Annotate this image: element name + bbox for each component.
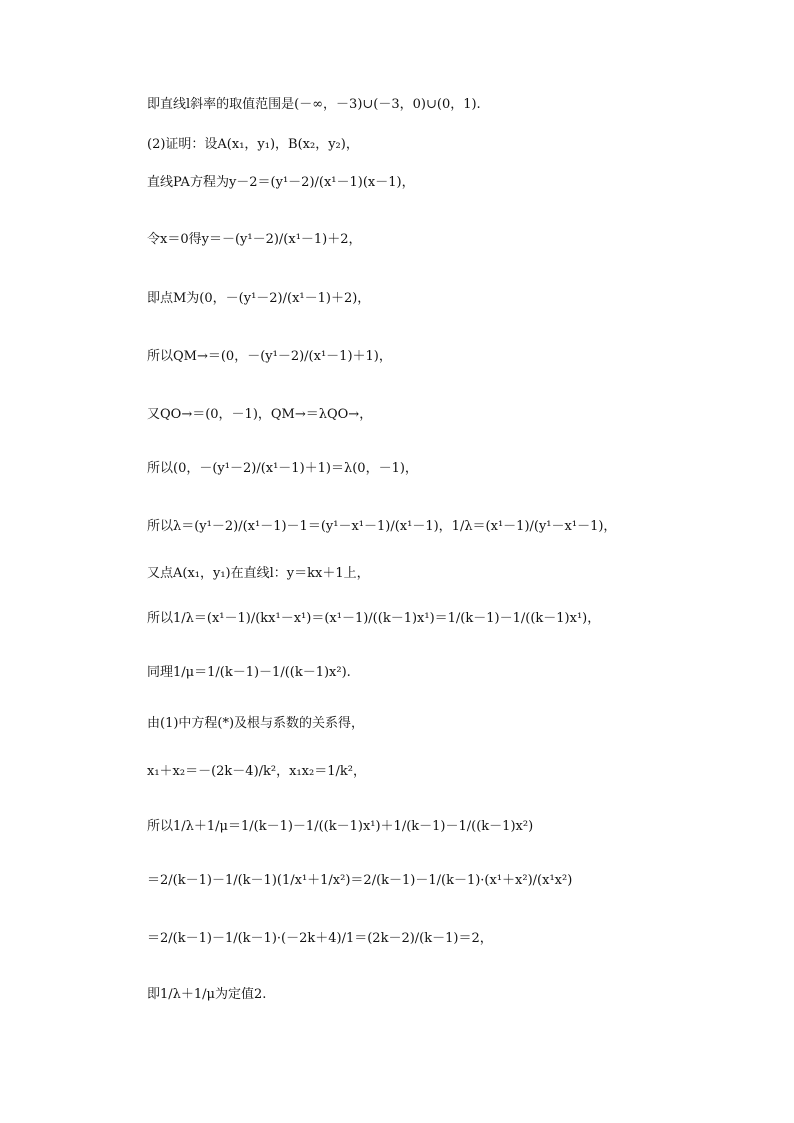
math-text: 所以(0，－(y¹－2)/(x¹－1)＋1)＝λ(0，－1)， bbox=[147, 461, 418, 476]
math-text: 所以1/λ＋1/μ＝1/(k－1)－1/((k－1)x¹)＋1/(k－1)－1/((k－1)x²) bbox=[147, 819, 534, 834]
solution-line-17 bbox=[147, 932, 493, 945]
solution-line-7 bbox=[147, 408, 372, 421]
solution-line-13 bbox=[147, 717, 364, 730]
solution-line-1 bbox=[147, 98, 481, 111]
solution-line-6 bbox=[147, 350, 392, 363]
math-text: ＝2/(k－1)－1/(k－1)·(－2k＋4)/1＝(2k－2)/(k－1)＝2， bbox=[147, 931, 493, 946]
math-text: 又点A(x₁，y₁)在直线l：y＝kx＋1上， bbox=[147, 566, 370, 581]
solution-line-12 bbox=[147, 666, 351, 679]
math-text: 所以λ＝(y¹－2)/(x¹－1)－1＝(y¹－x¹－1)/(x¹－1)，1/λ＝(x¹－1)/(y¹－x¹－1)， bbox=[147, 519, 617, 534]
math-text: 又QO→＝(0，－1)，QM→＝λQO→， bbox=[147, 407, 373, 422]
math-text: x₁＋x₂＝－(2k－4)/k²，x₁x₂＝1/k²， bbox=[147, 764, 366, 779]
math-text: 由(1)中方程(*)及根与系数的关系得， bbox=[147, 716, 365, 731]
math-text: 即1/λ＋1/μ为定值2. bbox=[147, 987, 267, 1002]
solution-line-15 bbox=[147, 820, 533, 833]
math-text: 所以QM→＝(0，－(y¹－2)/(x¹－1)＋1)， bbox=[147, 349, 392, 364]
math-text: 直线PA方程为y－2＝(y¹－2)/(x¹－1)(x－1)， bbox=[147, 175, 415, 190]
math-text: 即点M为(0，－(y¹－2)/(x¹－1)＋2)， bbox=[147, 291, 371, 306]
solution-line-8 bbox=[147, 462, 418, 475]
solution-line-10 bbox=[147, 567, 370, 580]
math-text: 令x＝0得y＝－(y¹－2)/(x¹－1)＋2， bbox=[147, 232, 362, 247]
math-text: 即直线l斜率的取值范围是(－∞，－3)∪(－3，0)∪(0，1). bbox=[147, 97, 481, 112]
solution-line-16 bbox=[147, 874, 572, 887]
solution-line-18 bbox=[147, 988, 266, 1001]
solution-line-14 bbox=[147, 765, 366, 778]
solution-line-9 bbox=[147, 520, 616, 533]
math-text: 所以1/λ＝(x¹－1)/(kx¹－x¹)＝(x¹－1)/((k－1)x¹)＝1/(k－1)－1/((k－1)x¹)， bbox=[147, 611, 601, 626]
math-text: (2)证明：设A(x₁，y₁)，B(x₂，y₂)， bbox=[147, 137, 359, 152]
solution-line-4 bbox=[147, 233, 362, 246]
solution-line-3 bbox=[147, 176, 415, 189]
math-text: ＝2/(k－1)－1/(k－1)(1/x¹＋1/x²)＝2/(k－1)－1/(k－1)·(x¹＋x²)/(x¹x²) bbox=[147, 873, 573, 888]
math-text: 同理1/μ＝1/(k－1)－1/((k－1)x²). bbox=[147, 665, 351, 680]
solution-line-2 bbox=[147, 138, 359, 151]
solution-line-5 bbox=[147, 292, 370, 305]
solution-line-11 bbox=[147, 612, 600, 625]
